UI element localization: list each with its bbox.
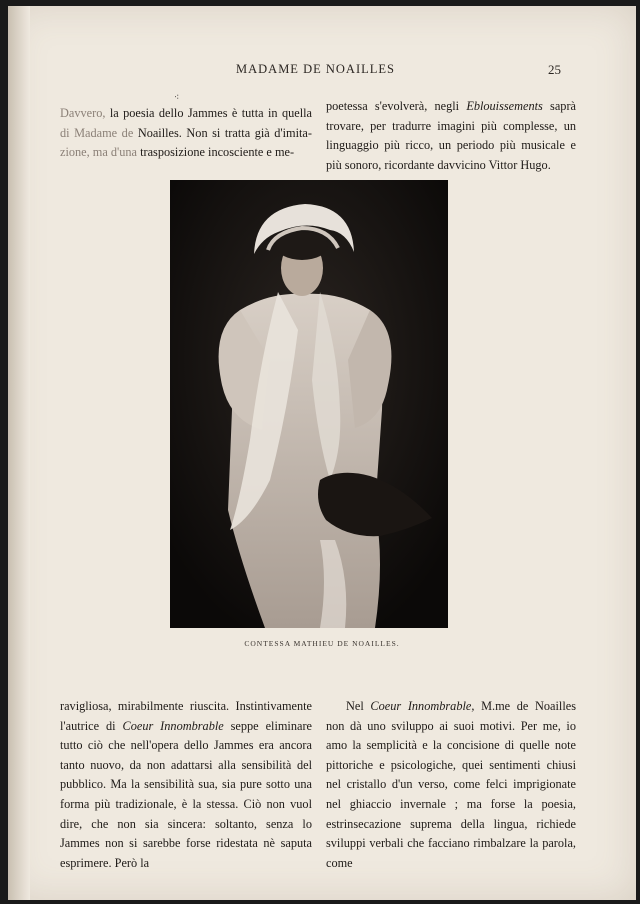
top-left-paragraph (60, 104, 312, 163)
text-run: Noailles. Non si tratta già d'imita- (133, 125, 312, 140)
photo-caption: CONTESSA MATHIEU DE NOAILLES. (244, 639, 400, 648)
text-run: seppe eliminare tutto ciò che nell'opera dello Jammes era ancora tanto nuovo, da non adattarsi alla sensibilità del pubblico. Ma la sensibilità sua, sia pure sotto una forma più tradizionale, è la stessa. Ciò non vuol dire, che non sia sincera: soltanto, senza lo Jammes non si sarebbe forse ridestata nè saputa esprimere. Però la (60, 718, 313, 870)
top-right-column (326, 97, 576, 175)
text-run: poetessa s'evolverà, negli (326, 99, 467, 113)
text-run: M.me de Noailles non dà uno sviluppo ai suoi motivi. Per me, io amo la semplicità e la concisione di quelle note pittoriche e psicologiche, quei sentimenti chiusi nel cristallo d'un verso, come felci imprigionate nel ghiaccio invernale ; ma forse la poesia, estrinsecazione suprema della lingua, richiede sviluppi verbali che facciano rimbalzare la parola, come (326, 699, 576, 870)
book-page (8, 6, 636, 900)
page-header (8, 62, 636, 82)
bottom-left-column (60, 697, 312, 873)
text-run: trasposizione incosciente e me- (137, 145, 295, 160)
bottom-right-paragraph (326, 697, 576, 873)
page-spine-shadow (8, 6, 30, 900)
top-right-paragraph (326, 97, 576, 175)
faded-text: zione, ma d'una (60, 145, 137, 160)
text-run: saprà trovare, per tradurre imagini più complesse, un linguaggio più ricco, un periodo più musicale e più sonoro, ricordante davvicino Vittor Hugo. (326, 99, 576, 172)
faded-text: di Madame de (60, 125, 134, 140)
text-run: ravigliosa, mirabilmente riuscita. Instintivamente l'autrice di (60, 699, 312, 733)
running-title: MADAME DE NOAILLES (236, 62, 395, 76)
italic-title: Eblouissements (466, 99, 543, 113)
page-number: 25 (548, 62, 561, 77)
text-run: la poesia dello Jammes è tutta in quella (105, 106, 312, 120)
portrait-illustration (170, 180, 448, 628)
portrait-photograph (170, 180, 448, 628)
bottom-left-paragraph (60, 697, 312, 873)
faded-text: Davvero, (60, 106, 106, 120)
text-run: Nel (346, 699, 371, 713)
ink-dots-mark: ⁖ (174, 92, 181, 102)
italic-title: Coeur Innombrable, (370, 699, 475, 713)
bottom-right-column (326, 697, 576, 873)
italic-title: Coeur Innombrable (122, 718, 224, 733)
top-left-column (60, 104, 312, 163)
